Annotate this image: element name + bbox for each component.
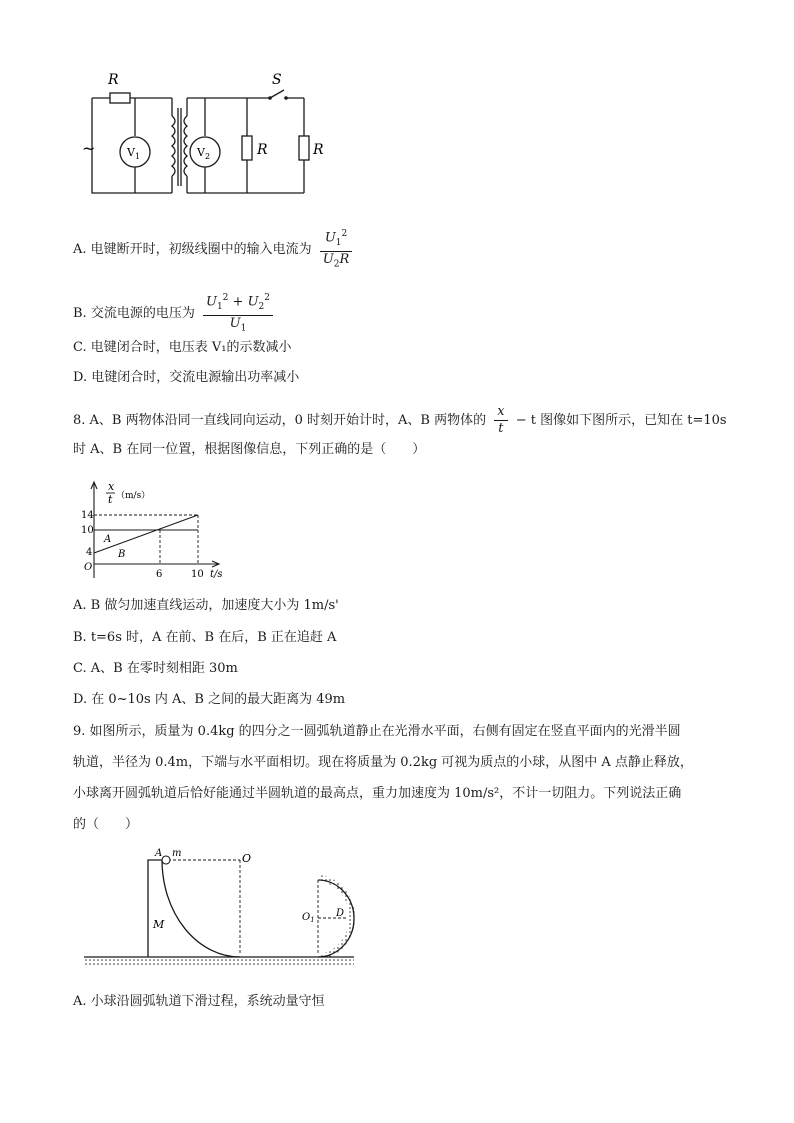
graph-y-unit: （m/s）	[116, 491, 151, 501]
graph-origin: O	[84, 562, 93, 573]
small-ball	[162, 856, 170, 864]
graph-y-label-den: t	[108, 493, 113, 506]
resistor-label-middle: R	[257, 142, 268, 158]
switch-contact-dot	[284, 96, 288, 100]
point-d-label: D	[336, 908, 345, 919]
q9-option-a: A. 小球沿圆弧轨道下滑过程，系统动量守恒	[73, 994, 325, 1009]
q7-b-fraction: $\frac{U_1^2 + U_2^2}{U_1}$	[203, 290, 273, 337]
arc-center-label: O	[242, 852, 252, 865]
q9-stem-line3: 小球离开圆弧轨道后恰好能通过半圆轨道的最高点，重力加速度为 10m/s²，不计一切阻力。下列说法正确	[73, 786, 682, 801]
graph-line-b-label: B	[118, 549, 126, 560]
q9-stem-line4: 的（ ）	[73, 817, 139, 832]
graph-tick-10: 10	[81, 525, 94, 536]
q7-a-fraction: $\frac{U_1^2}{U_2R}$	[320, 226, 353, 273]
graph-tick-4: 4	[86, 547, 93, 558]
switch-contact-dot	[268, 96, 272, 100]
graph-y-label-num: x	[108, 480, 115, 493]
q7-option-b: B. 交流电源的电压为 $\frac{U_1^2 + U_2^2}{U_1}$	[73, 290, 277, 337]
switch-label: S	[272, 72, 282, 88]
graph-tick-10-x: 10	[191, 569, 204, 580]
track-diagram	[80, 842, 370, 972]
q8-stem-line1: 8. A、B 两物体沿同一直线同向运动，0 时刻开始计时，A、B 两物体的 $\frac{x}{t}$ − t 图像如下图所示，已知在 t=10s	[73, 404, 727, 436]
point-a-label: A	[155, 848, 163, 859]
graph-tick-6: 6	[156, 569, 163, 580]
graph-x-label: t/s	[210, 569, 223, 580]
q7-option-a: A. 电键断开时，初级线圈中的输入电流为 $\frac{U_1^2}{U_2R}$	[73, 226, 356, 273]
q7-option-d: D. 电键闭合时，交流电源输出功率减小	[73, 370, 300, 385]
resistor-label-top: R	[108, 72, 119, 88]
q9-stem-line1: 9. 如图所示，质量为 0.4kg 的四分之一圆弧轨道静止在光滑水平面，右侧有固定在竖直平面内的光滑半圆	[73, 724, 681, 739]
xt-t-graph	[78, 476, 228, 586]
graph-tick-14: 14	[81, 510, 94, 521]
voltmeter-v1-label: $V_1$	[127, 146, 141, 161]
q9-stem-line2: 轨道，半径为 0.4m，下端与水平面相切。现在将质量为 0.2kg 可视为质点的小球，从图中 A 点静止释放，	[73, 755, 693, 770]
transformer-circuit-diagram	[80, 68, 340, 200]
q8-option-d: D. 在 0~10s 内 A、B 之间的最大距离为 49m	[73, 692, 346, 707]
q8-option-c: C. A、B 在零时刻相距 30m	[73, 661, 238, 676]
ball-mass-label: m	[172, 848, 182, 859]
q8-option-b: B. t=6s 时，A 在前、B 在后，B 正在追赶 A	[73, 630, 337, 645]
q8-stem-line2: 时 A、B 在同一位置，根据图像信息，下列正确的是（ ）	[73, 442, 426, 457]
ac-source-symbol: ~	[82, 139, 96, 158]
semicircle-center-label: $O_1$	[302, 912, 315, 924]
block-mass-label: M	[153, 918, 165, 931]
q8-option-a: A. B 做匀加速直线运动，加速度大小为 1m/s'	[73, 598, 339, 613]
graph-line-a-label: A	[104, 534, 112, 545]
resistor-label-right: R	[313, 142, 324, 158]
q7-option-c: C. 电键闭合时，电压表 V₁的示数减小	[73, 340, 292, 355]
voltmeter-v2-label: $V_2$	[197, 146, 211, 161]
